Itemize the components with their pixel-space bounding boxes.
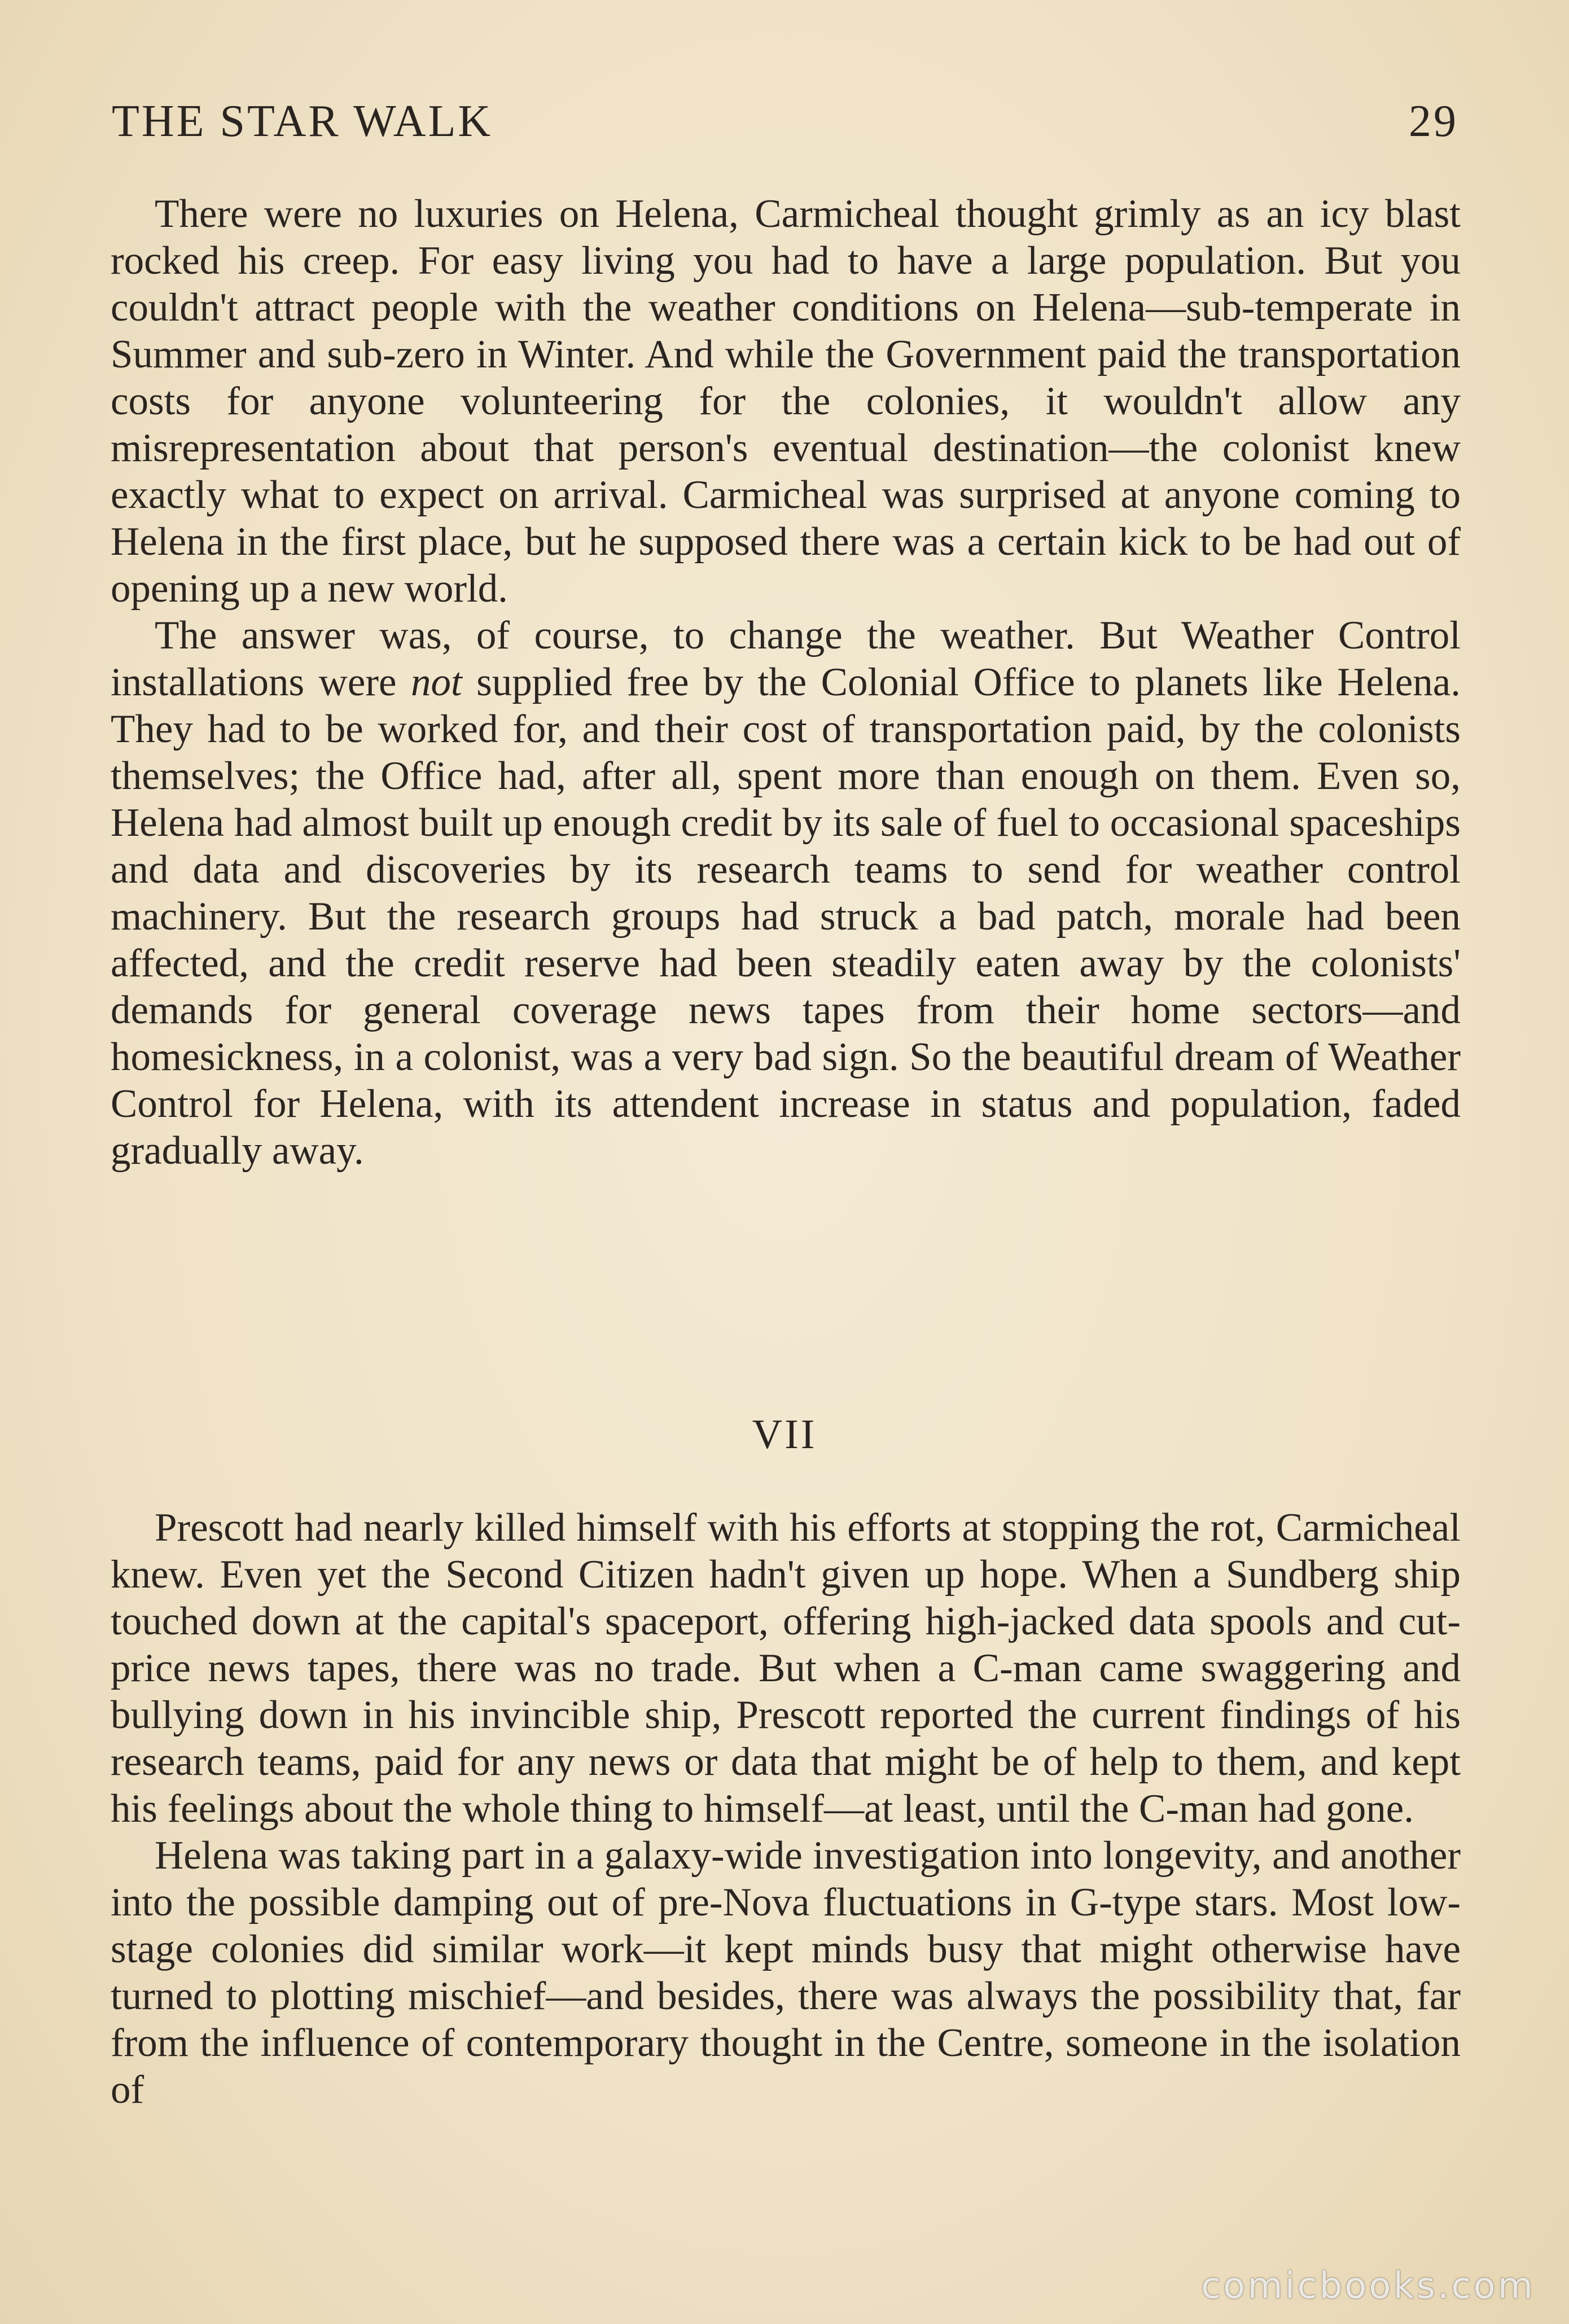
paragraph-text: The answer was, of course, to change the weather. But Weather Control installations were: [111, 613, 1461, 704]
paragraph: [111, 612, 1461, 1174]
watermark: comicbooks.com: [1200, 2265, 1535, 2307]
page-number: 29: [1409, 97, 1458, 146]
running-head: [112, 96, 1458, 152]
paragraph: Helena was taking part in a galaxy-wide investigation into longevity, and another into the possible damping out of pre-Nova fluctuations in G-type stars. Most low-stage colonies did similar work—it kept minds busy that might otherwise have turned to plotting mischief—and besides, there was always the possibility that, far from the influence of contemporary thought in the Centre, someone in the isolation of: [111, 1834, 1461, 2112]
chapter-heading: VII: [752, 1411, 817, 1458]
paragraph: Prescott had nearly killed himself with his efforts at stopping the rot, Carmicheal knew. Even yet the Second Citizen hadn't given up hope. When a Sundberg ship touched down at the capital's spaceport, offering high-jacked data spools and cut-price news tapes, there was no trade. But when a C-man came swaggering and bullying down in his invincible ship, Prescott reported the current findings of his research teams, paid for any news or data that might be of help to them, and kept his feelings about the whole thing to himself—at least, until the C-man had gone.: [111, 1506, 1461, 1831]
emphasized-word: not: [410, 660, 462, 704]
running-title: THE STAR WALK: [112, 97, 493, 146]
paragraph-text: supplied free by the Colonial Office to planets like Helena. They had to be worked for, and their cost of transportation paid, by the colonists themselves; the Office had, after all, spent more than enough on them. Even so, Helena had almost built up enough credit by its sale of fuel to occasional spaceships and data and discoveries by its research teams to send for weather control machinery. But the research groups had struck a bad patch, morale had been affected, and the credit reserve had been steadily eaten away by the colonists' demands for general coverage news tapes from their home sectors—and homesickness, in a colonist, was a very bad sign. So the beautiful dream of Weather Control for Helena, with its attendent increase in status and population, faded gradually away.: [111, 660, 1461, 1173]
text-section-2: [111, 1505, 1461, 2113]
paragraph: There were no luxuries on Helena, Carmicheal thought grimly as an icy blast rocked his creep. For easy living you had to have a large population. But you couldn't attract people with the weather conditions on Helena—sub-temperate in Summer and sub-zero in Winter. And while the Government paid the transportation costs for anyone volunteering for the colonies, it wouldn't allow any misrepresentation about that person's eventual destination—the colonist knew exactly what to expect on arrival. Carmicheal was surprised at anyone coming to Helena in the first place, but he supposed there was a certain kick to be had out of opening up a new world.: [111, 192, 1461, 611]
text-section-1: [111, 191, 1461, 1174]
